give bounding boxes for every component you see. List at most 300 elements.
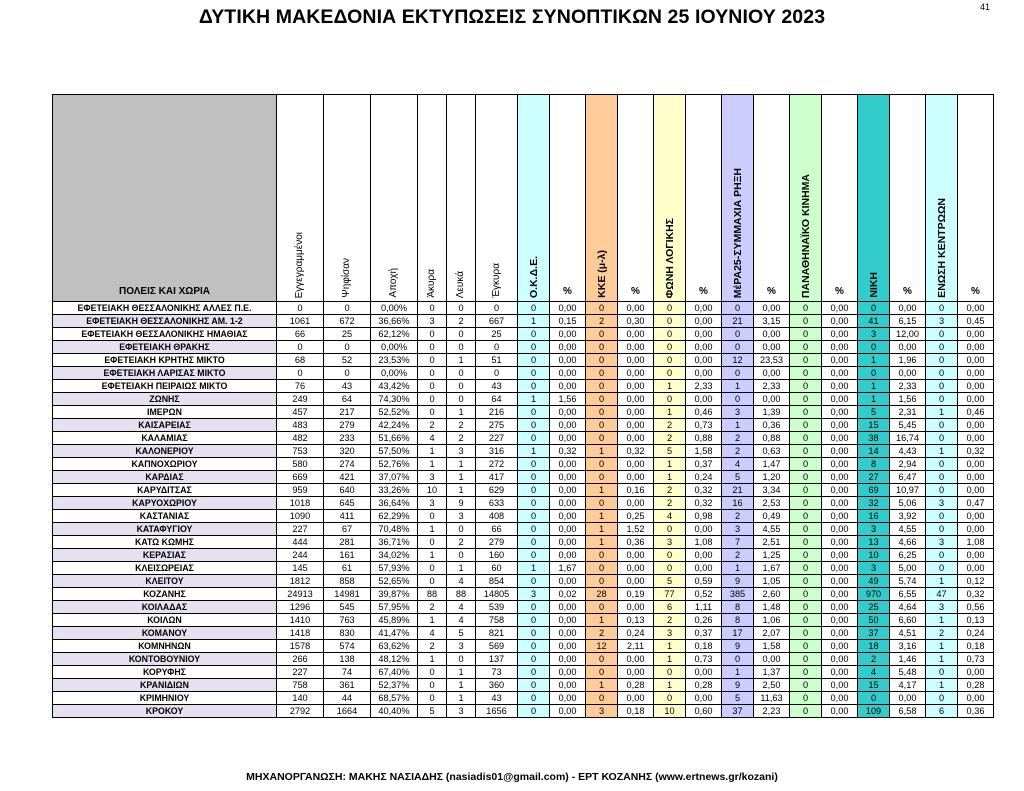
cell-foni-votes: 1 [654, 679, 686, 692]
cell-kke-votes: 1 [586, 614, 618, 627]
table-row [53, 588, 994, 601]
cell-kke-pct: 0,00 [618, 432, 654, 445]
cell-okde-votes: 1 [518, 562, 550, 575]
cell-okde-votes: 0 [518, 692, 550, 705]
cell-blank: 0 [447, 653, 476, 666]
cell-blank: 1 [447, 471, 476, 484]
cell-voted: 0 [324, 367, 371, 380]
cell-valid: 25 [476, 328, 518, 341]
cell-blank: 0 [447, 523, 476, 536]
cell-kke-pct: 0,00 [618, 666, 654, 679]
cell-okde-pct: 0,00 [550, 510, 586, 523]
cell-valid: 854 [476, 575, 518, 588]
cell-kke-pct: 0,19 [618, 588, 654, 601]
cell-foni-votes: 0 [654, 562, 686, 575]
cell-okde-votes: 0 [518, 302, 550, 315]
cell-kke-votes: 0 [586, 549, 618, 562]
cell-valid: 0 [476, 367, 518, 380]
cell-place-name: ΚΑΡΥΟΧΩΡΙΟΥ [53, 497, 277, 510]
cell-blank: 1 [447, 666, 476, 679]
cell-invalid: 3 [418, 471, 447, 484]
cell-mera-pct: 23,53 [754, 354, 790, 367]
cell-niki-votes: 13 [858, 536, 890, 549]
cell-abstention: 63,62% [371, 640, 418, 653]
cell-abstention: 0,00% [371, 302, 418, 315]
cell-registered: 444 [277, 536, 324, 549]
cell-enosi-pct: 0,13 [958, 614, 994, 627]
cell-kke-votes: 0 [586, 575, 618, 588]
cell-okde-pct: 0,00 [550, 458, 586, 471]
cell-mera-pct: 1,39 [754, 406, 790, 419]
cell-niki-pct: 2,94 [890, 458, 926, 471]
cell-enosi-votes: 3 [926, 497, 958, 510]
cell-invalid: 2 [418, 419, 447, 432]
results-table [52, 94, 994, 718]
table-row [53, 523, 994, 536]
cell-invalid: 0 [418, 562, 447, 575]
table-row [53, 653, 994, 666]
cell-panathinaiko-pct: 0,00 [822, 432, 858, 445]
cell-foni-votes: 1 [654, 406, 686, 419]
cell-place-name: ΚΑΤΩ ΚΩΜΗΣ [53, 536, 277, 549]
cell-kke-votes: 0 [586, 666, 618, 679]
cell-foni-votes: 3 [654, 536, 686, 549]
cell-enosi-pct: 0,47 [958, 497, 994, 510]
cell-niki-votes: 69 [858, 484, 890, 497]
cell-abstention: 0,00% [371, 367, 418, 380]
cell-enosi-pct: 0,00 [958, 341, 994, 354]
cell-enosi-votes: 1 [926, 575, 958, 588]
cell-mera-pct: 0,00 [754, 653, 790, 666]
cell-blank: 1 [447, 562, 476, 575]
cell-foni-votes: 5 [654, 575, 686, 588]
header-place: ΠΟΛΕΙΣ ΚΑΙ ΧΩΡΙΑ [53, 95, 277, 302]
cell-voted: 763 [324, 614, 371, 627]
cell-okde-pct: 0,00 [550, 692, 586, 705]
cell-voted: 74 [324, 666, 371, 679]
cell-foni-pct: 0,73 [686, 419, 722, 432]
cell-place-name: ΚΛΕΙΣΩΡΕΙΑΣ [53, 562, 277, 575]
cell-foni-pct: 0,28 [686, 679, 722, 692]
cell-enosi-votes: 0 [926, 302, 958, 315]
cell-enosi-pct: 0,12 [958, 575, 994, 588]
cell-foni-pct: 0,98 [686, 510, 722, 523]
header-pct: % [822, 95, 858, 302]
cell-voted: 361 [324, 679, 371, 692]
cell-place-name: ΕΦΕΤΕΙΑΚΗ ΘΕΣΣΑΛΟΝΙΚΗΣ ΑΛΛΕΣ Π.Ε. [53, 302, 277, 315]
cell-kke-pct: 0,00 [618, 328, 654, 341]
cell-mera-pct: 1,67 [754, 562, 790, 575]
cell-mera-votes: 9 [722, 679, 754, 692]
cell-mera-pct: 2,23 [754, 705, 790, 718]
cell-invalid: 1 [418, 523, 447, 536]
cell-registered: 959 [277, 484, 324, 497]
cell-kke-votes: 1 [586, 523, 618, 536]
table-row [53, 341, 994, 354]
cell-abstention: 34,02% [371, 549, 418, 562]
cell-valid: 73 [476, 666, 518, 679]
cell-panathinaiko-pct: 0,00 [822, 705, 858, 718]
cell-foni-votes: 0 [654, 367, 686, 380]
cell-niki-votes: 49 [858, 575, 890, 588]
cell-blank: 88 [447, 588, 476, 601]
cell-kke-votes: 0 [586, 354, 618, 367]
cell-foni-pct: 2,33 [686, 380, 722, 393]
cell-registered: 482 [277, 432, 324, 445]
cell-invalid: 2 [418, 640, 447, 653]
cell-niki-votes: 3 [858, 328, 890, 341]
cell-kke-pct: 0,36 [618, 536, 654, 549]
cell-panathinaiko-votes: 0 [790, 523, 822, 536]
header-abstention: Αποχή [371, 95, 418, 302]
cell-voted: 64 [324, 393, 371, 406]
cell-okde-pct: 0,00 [550, 367, 586, 380]
cell-blank: 0 [447, 367, 476, 380]
cell-niki-votes: 32 [858, 497, 890, 510]
cell-abstention: 36,66% [371, 315, 418, 328]
cell-valid: 227 [476, 432, 518, 445]
cell-mera-votes: 12 [722, 354, 754, 367]
table-row [53, 575, 994, 588]
cell-valid: 633 [476, 497, 518, 510]
cell-foni-pct: 0,00 [686, 341, 722, 354]
cell-mera-votes: 3 [722, 406, 754, 419]
header-pct: % [550, 95, 586, 302]
cell-niki-votes: 0 [858, 341, 890, 354]
cell-mera-pct: 3,15 [754, 315, 790, 328]
cell-mera-votes: 1 [722, 562, 754, 575]
cell-mera-pct: 11,63 [754, 692, 790, 705]
cell-enosi-pct: 0,36 [958, 705, 994, 718]
cell-okde-pct: 0,00 [550, 406, 586, 419]
cell-blank: 4 [447, 601, 476, 614]
cell-valid: 43 [476, 692, 518, 705]
cell-voted: 281 [324, 536, 371, 549]
cell-foni-votes: 3 [654, 627, 686, 640]
cell-kke-votes: 0 [586, 432, 618, 445]
cell-niki-pct: 0,00 [890, 367, 926, 380]
cell-voted: 672 [324, 315, 371, 328]
cell-okde-pct: 0,00 [550, 601, 586, 614]
cell-kke-votes: 0 [586, 692, 618, 705]
cell-blank: 0 [447, 393, 476, 406]
cell-invalid: 1 [418, 653, 447, 666]
cell-mera-pct: 3,34 [754, 484, 790, 497]
cell-niki-votes: 3 [858, 562, 890, 575]
cell-kke-pct: 0,00 [618, 549, 654, 562]
cell-panathinaiko-pct: 0,00 [822, 497, 858, 510]
cell-panathinaiko-votes: 0 [790, 419, 822, 432]
cell-foni-votes: 0 [654, 523, 686, 536]
cell-okde-votes: 0 [518, 640, 550, 653]
header-pct: % [618, 95, 654, 302]
cell-place-name: ΚΟΙΛΑΔΑΣ [53, 601, 277, 614]
cell-blank: 1 [447, 679, 476, 692]
cell-invalid: 0 [418, 406, 447, 419]
cell-abstention: 57,93% [371, 562, 418, 575]
cell-okde-votes: 0 [518, 419, 550, 432]
cell-valid: 137 [476, 653, 518, 666]
cell-kke-votes: 1 [586, 445, 618, 458]
cell-okde-pct: 0,00 [550, 705, 586, 718]
cell-okde-votes: 0 [518, 458, 550, 471]
cell-invalid: 0 [418, 354, 447, 367]
cell-okde-pct: 0,00 [550, 341, 586, 354]
cell-kke-votes: 1 [586, 484, 618, 497]
cell-registered: 483 [277, 419, 324, 432]
header-pct: % [686, 95, 722, 302]
cell-registered: 1296 [277, 601, 324, 614]
cell-voted: 830 [324, 627, 371, 640]
cell-place-name: ΚΑΣΤΑΝΙΑΣ [53, 510, 277, 523]
cell-panathinaiko-votes: 0 [790, 575, 822, 588]
cell-enosi-pct: 1,08 [958, 536, 994, 549]
cell-foni-votes: 1 [654, 640, 686, 653]
cell-foni-pct: 0,24 [686, 471, 722, 484]
cell-enosi-pct: 0,73 [958, 653, 994, 666]
cell-panathinaiko-votes: 0 [790, 536, 822, 549]
cell-panathinaiko-votes: 0 [790, 653, 822, 666]
cell-blank: 1 [447, 692, 476, 705]
cell-invalid: 0 [418, 367, 447, 380]
cell-okde-votes: 0 [518, 484, 550, 497]
cell-okde-votes: 0 [518, 523, 550, 536]
cell-kke-pct: 0,13 [618, 614, 654, 627]
cell-mera-pct: 0,00 [754, 328, 790, 341]
cell-voted: 645 [324, 497, 371, 510]
cell-niki-votes: 0 [858, 367, 890, 380]
cell-abstention: 36,71% [371, 536, 418, 549]
cell-invalid: 3 [418, 315, 447, 328]
cell-place-name: ΚΑΛΟΝΕΡΙΟΥ [53, 445, 277, 458]
cell-valid: 1656 [476, 705, 518, 718]
cell-panathinaiko-pct: 0,00 [822, 393, 858, 406]
cell-niki-pct: 5,74 [890, 575, 926, 588]
cell-mera-pct: 0,00 [754, 341, 790, 354]
cell-foni-pct: 0,00 [686, 367, 722, 380]
cell-kke-pct: 1,52 [618, 523, 654, 536]
cell-kke-votes: 0 [586, 302, 618, 315]
cell-mera-pct: 0,49 [754, 510, 790, 523]
cell-invalid: 10 [418, 484, 447, 497]
cell-invalid: 0 [418, 328, 447, 341]
cell-kke-votes: 0 [586, 341, 618, 354]
cell-place-name: ΚΑΤΑΦΥΓΙΟΥ [53, 523, 277, 536]
cell-mera-pct: 0,00 [754, 393, 790, 406]
cell-okde-pct: 0,00 [550, 497, 586, 510]
header-invalid: Άκυρα [418, 95, 447, 302]
cell-okde-votes: 0 [518, 536, 550, 549]
table-row [53, 536, 994, 549]
cell-niki-pct: 6,47 [890, 471, 926, 484]
cell-mera-votes: 0 [722, 367, 754, 380]
cell-panathinaiko-pct: 0,00 [822, 354, 858, 367]
cell-panathinaiko-pct: 0,00 [822, 406, 858, 419]
cell-place-name: ΚΟΜΑΝΟΥ [53, 627, 277, 640]
cell-kke-pct: 0,16 [618, 484, 654, 497]
cell-kke-pct: 0,00 [618, 380, 654, 393]
cell-valid: 0 [476, 341, 518, 354]
cell-valid: 821 [476, 627, 518, 640]
cell-niki-pct: 1,96 [890, 354, 926, 367]
cell-place-name: ΚΑΙΣΑΡΕΙΑΣ [53, 419, 277, 432]
cell-enosi-pct: 0,00 [958, 458, 994, 471]
cell-enosi-pct: 0,00 [958, 484, 994, 497]
cell-foni-votes: 0 [654, 549, 686, 562]
cell-mera-pct: 1,58 [754, 640, 790, 653]
cell-foni-pct: 1,08 [686, 536, 722, 549]
cell-okde-pct: 0,00 [550, 575, 586, 588]
cell-niki-votes: 0 [858, 302, 890, 315]
cell-place-name: ΖΩΝΗΣ [53, 393, 277, 406]
cell-voted: 52 [324, 354, 371, 367]
cell-abstention: 51,66% [371, 432, 418, 445]
cell-foni-pct: 0,00 [686, 328, 722, 341]
cell-blank: 0 [447, 302, 476, 315]
cell-enosi-votes: 0 [926, 341, 958, 354]
cell-enosi-pct: 0,00 [958, 354, 994, 367]
cell-blank: 2 [447, 315, 476, 328]
cell-enosi-pct: 0,00 [958, 432, 994, 445]
cell-kke-pct: 0,00 [618, 367, 654, 380]
cell-abstention: 74,30% [371, 393, 418, 406]
cell-mera-pct: 1,48 [754, 601, 790, 614]
cell-okde-pct: 0,00 [550, 666, 586, 679]
cell-valid: 279 [476, 536, 518, 549]
cell-kke-pct: 2,11 [618, 640, 654, 653]
cell-enosi-votes: 1 [926, 406, 958, 419]
cell-mera-pct: 2,33 [754, 380, 790, 393]
table-row [53, 380, 994, 393]
cell-niki-pct: 16,74 [890, 432, 926, 445]
table-row [53, 692, 994, 705]
cell-niki-votes: 50 [858, 614, 890, 627]
cell-enosi-votes: 0 [926, 562, 958, 575]
cell-valid: 629 [476, 484, 518, 497]
cell-niki-votes: 970 [858, 588, 890, 601]
cell-niki-votes: 18 [858, 640, 890, 653]
cell-registered: 669 [277, 471, 324, 484]
table-row [53, 328, 994, 341]
cell-abstention: 52,76% [371, 458, 418, 471]
cell-foni-pct: 0,00 [686, 302, 722, 315]
table-row [53, 614, 994, 627]
cell-kke-pct: 0,00 [618, 458, 654, 471]
cell-valid: 43 [476, 380, 518, 393]
cell-mera-pct: 0,36 [754, 419, 790, 432]
cell-kke-pct: 0,00 [618, 406, 654, 419]
cell-place-name: ΕΦΕΤΕΙΑΚΗ ΘΕΣΣΑΛΟΝΙΚΗΣ ΑΜ. 1-2 [53, 315, 277, 328]
cell-registered: 0 [277, 302, 324, 315]
cell-niki-votes: 15 [858, 679, 890, 692]
cell-invalid: 0 [418, 575, 447, 588]
cell-mera-pct: 1,05 [754, 575, 790, 588]
cell-okde-pct: 0,00 [550, 484, 586, 497]
cell-okde-votes: 0 [518, 575, 550, 588]
cell-foni-votes: 1 [654, 458, 686, 471]
cell-okde-votes: 0 [518, 601, 550, 614]
cell-blank: 3 [447, 705, 476, 718]
cell-enosi-pct: 0,00 [958, 549, 994, 562]
table-row [53, 510, 994, 523]
cell-enosi-pct: 0,00 [958, 367, 994, 380]
cell-voted: 574 [324, 640, 371, 653]
cell-kke-votes: 2 [586, 315, 618, 328]
cell-blank: 2 [447, 536, 476, 549]
cell-enosi-votes: 0 [926, 432, 958, 445]
cell-mera-votes: 2 [722, 432, 754, 445]
cell-blank: 1 [447, 484, 476, 497]
page-number: 41 [979, 2, 990, 12]
cell-valid: 360 [476, 679, 518, 692]
cell-okde-pct: 0,00 [550, 380, 586, 393]
cell-panathinaiko-votes: 0 [790, 341, 822, 354]
cell-voted: 25 [324, 328, 371, 341]
cell-registered: 1812 [277, 575, 324, 588]
cell-mera-pct: 4,55 [754, 523, 790, 536]
cell-foni-votes: 0 [654, 328, 686, 341]
cell-invalid: 5 [418, 705, 447, 718]
table-row [53, 354, 994, 367]
cell-niki-votes: 10 [858, 549, 890, 562]
cell-mera-pct: 2,07 [754, 627, 790, 640]
cell-registered: 2792 [277, 705, 324, 718]
table-row [53, 302, 994, 315]
cell-abstention: 37,07% [371, 471, 418, 484]
cell-okde-pct: 1,56 [550, 393, 586, 406]
cell-enosi-pct: 0,46 [958, 406, 994, 419]
cell-registered: 227 [277, 523, 324, 536]
cell-okde-pct: 0,00 [550, 614, 586, 627]
cell-enosi-pct: 0,00 [958, 380, 994, 393]
cell-niki-votes: 15 [858, 419, 890, 432]
header-party-okde: Ο.Κ.Δ.Ε. [518, 95, 550, 302]
cell-abstention: 39,87% [371, 588, 418, 601]
cell-blank: 0 [447, 328, 476, 341]
cell-valid: 667 [476, 315, 518, 328]
cell-niki-votes: 16 [858, 510, 890, 523]
cell-niki-pct: 1,46 [890, 653, 926, 666]
cell-okde-votes: 0 [518, 510, 550, 523]
cell-place-name: ΚΡΟΚΟΥ [53, 705, 277, 718]
cell-foni-pct: 1,58 [686, 445, 722, 458]
cell-kke-votes: 1 [586, 510, 618, 523]
cell-place-name: ΕΦΕΤΕΙΑΚΗ ΘΡΑΚΗΣ [53, 341, 277, 354]
cell-niki-votes: 0 [858, 692, 890, 705]
cell-foni-votes: 0 [654, 354, 686, 367]
cell-panathinaiko-votes: 0 [790, 588, 822, 601]
cell-place-name: ΚΑΛΑΜΙΑΣ [53, 432, 277, 445]
cell-voted: 161 [324, 549, 371, 562]
cell-enosi-pct: 0,00 [958, 562, 994, 575]
table-row [53, 315, 994, 328]
cell-enosi-pct: 0,00 [958, 419, 994, 432]
cell-kke-votes: 0 [586, 406, 618, 419]
cell-abstention: 36,64% [371, 497, 418, 510]
cell-enosi-votes: 0 [926, 367, 958, 380]
cell-mera-pct: 1,25 [754, 549, 790, 562]
cell-okde-votes: 0 [518, 497, 550, 510]
cell-enosi-pct: 0,45 [958, 315, 994, 328]
cell-kke-votes: 2 [586, 627, 618, 640]
cell-registered: 266 [277, 653, 324, 666]
cell-niki-votes: 37 [858, 627, 890, 640]
cell-foni-pct: 0,46 [686, 406, 722, 419]
cell-mera-pct: 2,50 [754, 679, 790, 692]
cell-foni-pct: 0,52 [686, 588, 722, 601]
cell-voted: 320 [324, 445, 371, 458]
cell-foni-votes: 2 [654, 484, 686, 497]
